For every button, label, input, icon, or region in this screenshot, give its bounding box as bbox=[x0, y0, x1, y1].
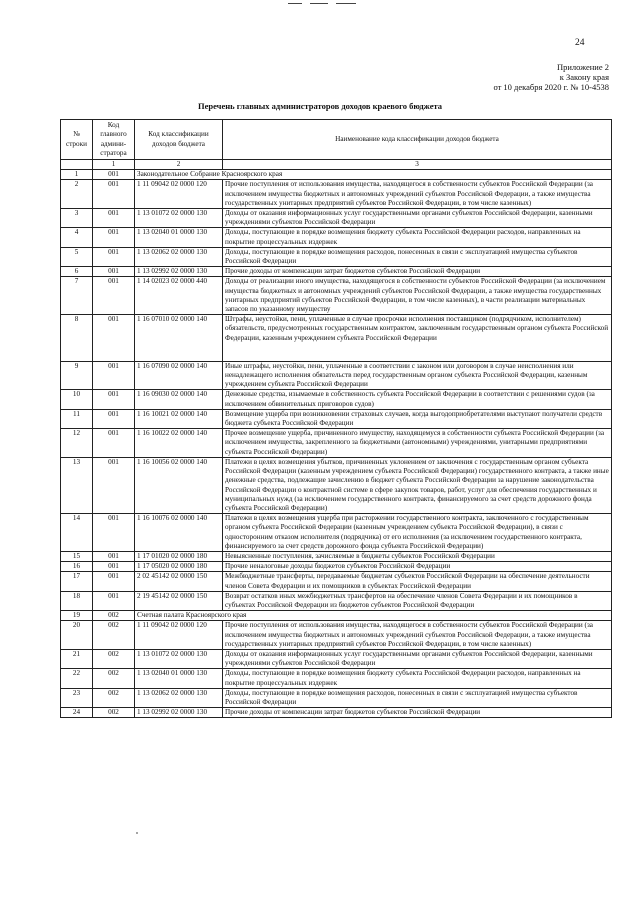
classification-code: 1 17 01020 02 0000 180 bbox=[135, 551, 223, 561]
admin-code: 001 bbox=[93, 228, 135, 247]
row-number: 12 bbox=[61, 429, 93, 458]
column-number: 2 bbox=[135, 160, 223, 170]
row-number: 22 bbox=[61, 669, 93, 688]
section-row bbox=[61, 170, 612, 180]
table-row bbox=[61, 551, 612, 561]
admin-code: 001 bbox=[93, 209, 135, 228]
code-name: Прочие неналоговые доходы бюджетов субъектов Российской Федерации bbox=[223, 562, 612, 572]
table-row bbox=[61, 591, 612, 610]
admin-code: 001 bbox=[93, 277, 135, 315]
row-number: 13 bbox=[61, 457, 93, 513]
code-name: Возмещение ущерба при возникновении страховых случаев, когда выгодоприобретателями выступают получатели средств бюджета субъекта Российской Федерации bbox=[223, 409, 612, 428]
code-name: Доходы от реализации иного имущества, находящегося в собственности субъектов Российской Федерации (за исключением имущества бюджетных и автономных учреждений субъектов Российской Федерации, а также имущества государственных унитарных предприятий субъектов Российской Федерации, в том числе казенных), в части реализации материальных запасов по указанному имуществу bbox=[223, 277, 612, 315]
code-name: Прочие поступления от использования имущества, находящегося в собственности субъектов Российской Федерации (за исключением имущества бюджетных и автономных учреждений субъектов Российской Федерации, а также имущества государственных унитарных предприятий субъектов Российской Федерации, в том числе казенных) bbox=[223, 180, 612, 209]
classification-code: 1 16 07090 02 0000 140 bbox=[135, 361, 223, 390]
admin-code: 002 bbox=[93, 649, 135, 668]
admin-code: 002 bbox=[93, 688, 135, 707]
classification-code: 1 16 10076 02 0000 140 bbox=[135, 514, 223, 552]
table-row bbox=[61, 572, 612, 591]
row-number: 24 bbox=[61, 708, 93, 718]
code-name: Доходы, поступающие в порядке возмещения расходов, понесенных в связи с эксплуатацией имущества субъектов Российской Федерации bbox=[223, 247, 612, 266]
classification-code: 1 16 10022 02 0000 140 bbox=[135, 429, 223, 458]
classification-code: 1 11 09042 02 0000 120 bbox=[135, 621, 223, 650]
row-number: 4 bbox=[61, 228, 93, 247]
row-number: 21 bbox=[61, 649, 93, 668]
row-number: 15 bbox=[61, 551, 93, 561]
row-number: 1 bbox=[61, 170, 93, 180]
column-number-row bbox=[61, 160, 612, 170]
appendix-line-2: к Закону края bbox=[559, 72, 609, 82]
classification-code: 1 13 02992 02 0000 130 bbox=[135, 708, 223, 718]
code-name: Возврат остатков иных межбюджетных трансфертов на обеспечение членов Совета Федерации и их помощников в субъектах Российской Федерации из бюджетов субъектов Российской Федерации bbox=[223, 591, 612, 610]
admin-code: 002 bbox=[93, 669, 135, 688]
table-row bbox=[61, 457, 612, 513]
table-body bbox=[61, 170, 612, 718]
admin-code: 001 bbox=[93, 409, 135, 428]
classification-code: 1 13 02992 02 0000 130 bbox=[135, 267, 223, 277]
classification-code: 1 16 09030 02 0000 140 bbox=[135, 390, 223, 409]
header-row-number: № строки bbox=[61, 120, 93, 160]
code-name: Доходы, поступающие в порядке возмещения бюджету субъекта Российской Федерации расходов, направленных на покрытие процессуальных издержек bbox=[223, 669, 612, 688]
admin-code: 001 bbox=[93, 572, 135, 591]
revenue-administrators-table bbox=[60, 119, 612, 718]
row-number: 6 bbox=[61, 267, 93, 277]
table-row bbox=[61, 409, 612, 428]
row-number: 2 bbox=[61, 180, 93, 209]
table-row bbox=[61, 277, 612, 315]
admin-code: 001 bbox=[93, 180, 135, 209]
classification-code: 1 14 02023 02 0000 440 bbox=[135, 277, 223, 315]
row-number: 8 bbox=[61, 315, 93, 362]
table-row bbox=[61, 247, 612, 266]
classification-code: 1 16 07010 02 0000 140 bbox=[135, 315, 223, 362]
section-row bbox=[61, 611, 612, 621]
row-number: 23 bbox=[61, 688, 93, 707]
classification-code: 1 13 02062 02 0000 130 bbox=[135, 247, 223, 266]
classification-code: 1 11 09042 02 0000 120 bbox=[135, 180, 223, 209]
code-name: Платежи в целях возмещения ущерба при расторжении государственного контракта, заключенного с государственным органом субъекта Российской Федерации (казенным учреждением субъекта Российской Федерации), в связи с односторонним отказом исполнителя (подрядчика) от его исполнения (за исключением государственного контракта, финансируемого за счет средств дорожного фонда субъекта Российской Федерации) bbox=[223, 514, 612, 552]
code-name: Доходы, поступающие в порядке возмещения бюджету субъекта Российской Федерации расходов, направленных на покрытие процессуальных издержек bbox=[223, 228, 612, 247]
admin-code: 001 bbox=[93, 551, 135, 561]
table-row bbox=[61, 708, 612, 718]
row-number: 11 bbox=[61, 409, 93, 428]
row-number: 18 bbox=[61, 591, 93, 610]
page-number: 24 bbox=[575, 38, 585, 48]
table-row bbox=[61, 390, 612, 409]
table-row bbox=[61, 429, 612, 458]
appendix-note bbox=[493, 62, 609, 92]
header-admin-code: Код главного админи-стратора bbox=[93, 120, 135, 160]
admin-code: 001 bbox=[93, 390, 135, 409]
admin-code: 002 bbox=[93, 621, 135, 650]
section-name: Законодательное Собрание Красноярского края bbox=[135, 170, 612, 180]
admin-code: 001 bbox=[93, 562, 135, 572]
table-row bbox=[61, 361, 612, 390]
admin-code: 001 bbox=[93, 457, 135, 513]
admin-code: 001 bbox=[93, 591, 135, 610]
admin-code: 001 bbox=[93, 361, 135, 390]
admin-code: 002 bbox=[93, 611, 135, 621]
classification-code: 2 02 45142 02 0000 150 bbox=[135, 572, 223, 591]
table-row bbox=[61, 649, 612, 668]
section-name: Счетная палата Красноярского края bbox=[135, 611, 612, 621]
row-number: 5 bbox=[61, 247, 93, 266]
admin-code: 001 bbox=[93, 429, 135, 458]
classification-code: 1 13 02062 02 0000 130 bbox=[135, 688, 223, 707]
table-row bbox=[61, 209, 612, 228]
code-name: Денежные средства, изымаемые в собственность субъекта Российской Федерации в соответствии с решениями судов (за исключением обвинительных приговоров судов) bbox=[223, 390, 612, 409]
admin-code: 001 bbox=[93, 267, 135, 277]
scan-marks bbox=[288, 3, 358, 6]
appendix-line-3: от 10 декабря 2020 г. № 10-4538 bbox=[493, 82, 609, 92]
appendix-line-1: Приложение 2 bbox=[557, 62, 609, 72]
code-name: Прочие доходы от компенсации затрат бюджетов субъектов Российской Федерации bbox=[223, 267, 612, 277]
row-number: 16 bbox=[61, 562, 93, 572]
admin-code: 001 bbox=[93, 247, 135, 266]
column-number: 3 bbox=[223, 160, 612, 170]
table-row bbox=[61, 688, 612, 707]
classification-code: 1 17 05020 02 0000 180 bbox=[135, 562, 223, 572]
table-header-row bbox=[61, 120, 612, 160]
header-code-name: Наименование кода классификации доходов бюджета bbox=[223, 120, 612, 160]
scan-speck bbox=[136, 832, 138, 834]
row-number: 17 bbox=[61, 572, 93, 591]
classification-code: 1 16 10056 02 0000 140 bbox=[135, 457, 223, 513]
table-row bbox=[61, 669, 612, 688]
code-name: Доходы от оказания информационных услуг государственными органами субъектов Российской Федерации, казенными учреждениями субъектов Российской Федерации bbox=[223, 649, 612, 668]
row-number: 3 bbox=[61, 209, 93, 228]
document-title: Перечень главных администраторов доходов краевого бюджета bbox=[197, 101, 443, 111]
table-row bbox=[61, 621, 612, 650]
admin-code: 001 bbox=[93, 170, 135, 180]
admin-code: 001 bbox=[93, 514, 135, 552]
classification-code: 1 13 01072 02 0000 130 bbox=[135, 649, 223, 668]
table-row bbox=[61, 562, 612, 572]
code-name: Прочее возмещение ущерба, причиненного имуществу, находящемуся в собственности субъекта Российской Федерации (за исключением имущества, закрепленного за бюджетными (автономными) учреждениями, унитарными предприятиями субъекта Российской Федерации) bbox=[223, 429, 612, 458]
code-name: Прочие поступления от использования имущества, находящегося в собственности субъектов Российской Федерации (за исключением имущества бюджетных и автономных учреждений субъектов Российской Федерации, а также имущества государственных унитарных предприятий субъектов Российской Федерации, в том числе казенных) bbox=[223, 621, 612, 650]
table-row bbox=[61, 514, 612, 552]
row-number: 7 bbox=[61, 277, 93, 315]
header-classification-code: Код классификации доходов бюджета bbox=[135, 120, 223, 160]
row-number: 14 bbox=[61, 514, 93, 552]
code-name: Иные штрафы, неустойки, пени, уплаченные в соответствии с законом или договором в случае неисполнения или ненадлежащего исполнения обязательств перед государственным органом субъекта Российской Федерации, казенным учреждением субъекта Российской Федерации bbox=[223, 361, 612, 390]
column-number bbox=[61, 160, 93, 170]
table-row bbox=[61, 315, 612, 362]
row-number: 19 bbox=[61, 611, 93, 621]
row-number: 10 bbox=[61, 390, 93, 409]
classification-code: 2 19 45142 02 0000 150 bbox=[135, 591, 223, 610]
code-name: Штрафы, неустойки, пени, уплаченные в случае просрочки исполнения поставщиком (подрядчиком, исполнителем) обязательств, предусмотренных государственным контрактом, заключенным государственным органом субъекта Российской Федерации, казенным учреждением субъекта Российской Федерации bbox=[223, 315, 612, 362]
code-name: Прочие доходы от компенсации затрат бюджетов субъектов Российской Федерации bbox=[223, 708, 612, 718]
table-row bbox=[61, 267, 612, 277]
table-row bbox=[61, 228, 612, 247]
code-name: Доходы от оказания информационных услуг государственными органами субъектов Российской Федерации, казенными учреждениями субъектов Российской Федерации bbox=[223, 209, 612, 228]
code-name: Доходы, поступающие в порядке возмещения расходов, понесенных в связи с эксплуатацией имущества субъектов Российской Федерации bbox=[223, 688, 612, 707]
code-name: Межбюджетные трансферты, передаваемые бюджетам субъектов Российской Федерации на обеспечение деятельности членов Совета Федерации и их помощников в субъектах Российской Федерации bbox=[223, 572, 612, 591]
admin-code: 002 bbox=[93, 708, 135, 718]
row-number: 20 bbox=[61, 621, 93, 650]
classification-code: 1 13 01072 02 0000 130 bbox=[135, 209, 223, 228]
code-name: Платежи в целях возмещения убытков, причиненных уклонением от заключения с государственным органом субъекта Российской Федерации (казенным учреждением субъекта Российской Федерации) государственного контракта, а также иные денежные средства, подлежащие зачислению в бюджет субъекта Российской Федерации за нарушение законодательства Российской Федерации о контрактной системе в сфере закупок товаров, работ, услуг для обеспечения государственных и муниципальных нужд (за исключением государственного контракта, финансируемого за счет средств дорожного фонда субъекта Российской Федерации) bbox=[223, 457, 612, 513]
table-row bbox=[61, 180, 612, 209]
classification-code: 1 16 10021 02 0000 140 bbox=[135, 409, 223, 428]
code-name: Невыясненные поступления, зачисляемые в бюджеты субъектов Российской Федерации bbox=[223, 551, 612, 561]
column-number: 1 bbox=[93, 160, 135, 170]
classification-code: 1 13 02040 01 0000 130 bbox=[135, 669, 223, 688]
classification-code: 1 13 02040 01 0000 130 bbox=[135, 228, 223, 247]
row-number: 9 bbox=[61, 361, 93, 390]
admin-code: 001 bbox=[93, 315, 135, 362]
